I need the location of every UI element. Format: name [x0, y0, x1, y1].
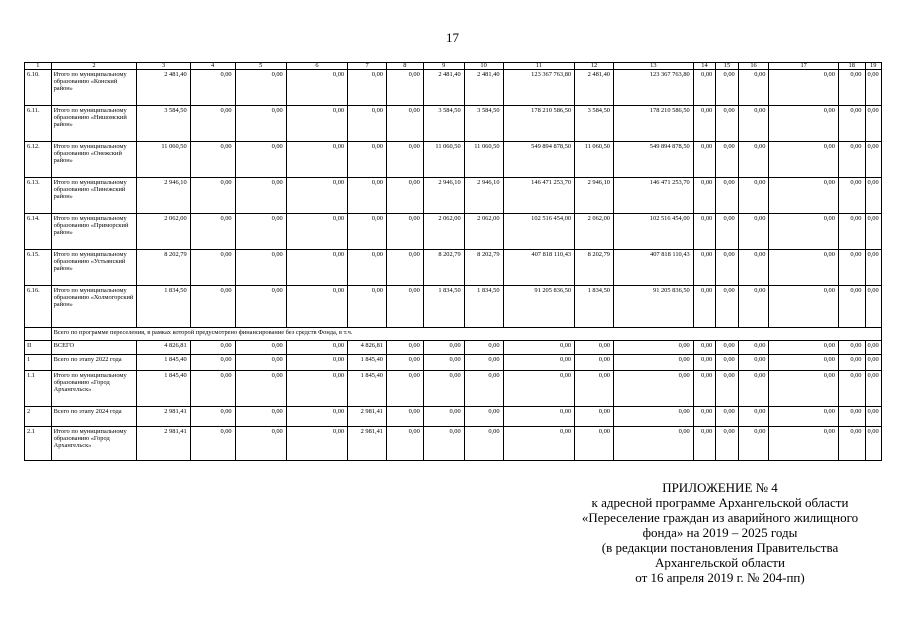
column-number: 18 — [838, 63, 865, 70]
table-cell: 0,00 — [738, 214, 769, 250]
table-cell: 0,00 — [386, 250, 423, 286]
appendix-line: к адресной программе Архангельской области — [591, 495, 849, 510]
appendix-line: Архангельской области — [655, 555, 785, 570]
page-number: 17 — [446, 30, 459, 45]
column-number-row — [25, 63, 882, 70]
table-cell: 0,00 — [575, 341, 614, 355]
table-cell: 0,00 — [575, 355, 614, 371]
table-cell: 0,00 — [865, 214, 882, 250]
table-cell: 0,00 — [190, 407, 235, 427]
table-row — [25, 106, 882, 142]
table-cell: 8 202,79 — [464, 250, 503, 286]
table-cell: 0,00 — [769, 341, 839, 355]
column-number: 13 — [613, 63, 693, 70]
row-number: II — [25, 341, 52, 355]
table-cell: 11 060,50 — [137, 142, 190, 178]
table-cell: 3 584,50 — [464, 106, 503, 142]
row-number: 6.12. — [25, 142, 52, 178]
row-name: Итого по муниципальному образованию «Конский район» — [51, 70, 137, 106]
table-cell: 0,00 — [386, 142, 423, 178]
table-cell: 0,00 — [693, 178, 715, 214]
table-cell: 2 981,41 — [137, 407, 190, 427]
table-cell: 0,00 — [693, 407, 715, 427]
table-cell: 123 367 763,80 — [613, 70, 693, 106]
table-cell: 0,00 — [235, 142, 286, 178]
table-cell: 0,00 — [769, 106, 839, 142]
table-cell: 146 471 253,70 — [503, 178, 575, 214]
column-number: 8 — [386, 63, 423, 70]
row-number: 6.16. — [25, 286, 52, 328]
table-cell: 0,00 — [716, 70, 738, 106]
table-cell: 0,00 — [423, 341, 464, 355]
table-cell: 0,00 — [286, 286, 347, 328]
table-cell: 0,00 — [769, 70, 839, 106]
table-cell: 0,00 — [738, 250, 769, 286]
table-cell: 2 946,10 — [423, 178, 464, 214]
row-number: 2.1 — [25, 427, 52, 461]
table-cell: 0,00 — [386, 371, 423, 407]
column-number: 11 — [503, 63, 575, 70]
row-name: Всего по этапу 2024 года — [51, 407, 137, 427]
table-cell: 0,00 — [386, 70, 423, 106]
table-cell: 0,00 — [190, 214, 235, 250]
table-cell: 0,00 — [348, 142, 387, 178]
table-cell: 0,00 — [838, 106, 865, 142]
row-number: 6.14. — [25, 214, 52, 250]
table-cell: 0,00 — [190, 355, 235, 371]
note-row — [25, 328, 882, 341]
table-cell: 0,00 — [235, 286, 286, 328]
table-cell: 0,00 — [386, 178, 423, 214]
table-cell: 0,00 — [386, 286, 423, 328]
data-table — [24, 62, 882, 461]
table-cell: 3 584,50 — [575, 106, 614, 142]
table-cell: 0,00 — [769, 371, 839, 407]
table-cell: 1 834,50 — [137, 286, 190, 328]
table-cell: 0,00 — [693, 250, 715, 286]
column-number: 2 — [51, 63, 137, 70]
appendix-line: «Переселение граждан из аварийного жилищного — [581, 510, 859, 525]
table-cell: 2 481,40 — [423, 70, 464, 106]
table-cell: 1 845,40 — [348, 355, 387, 371]
table-cell: 0,00 — [613, 427, 693, 461]
row-number: 6.11. — [25, 106, 52, 142]
table-cell: 2 981,41 — [137, 427, 190, 461]
table-cell: 0,00 — [769, 355, 839, 371]
table-cell: 8 202,79 — [423, 250, 464, 286]
table-cell: 0,00 — [348, 178, 387, 214]
table-cell: 1 834,50 — [423, 286, 464, 328]
table-cell: 0,00 — [693, 341, 715, 355]
table-cell: 0,00 — [386, 427, 423, 461]
table-row — [25, 371, 882, 407]
table-row — [25, 407, 882, 427]
appendix-block — [540, 480, 900, 585]
row-number: 1.1 — [25, 371, 52, 407]
table-cell: 0,00 — [190, 70, 235, 106]
table-cell: 0,00 — [286, 106, 347, 142]
table-cell: 0,00 — [235, 371, 286, 407]
table-cell: 8 202,79 — [575, 250, 614, 286]
table-row — [25, 70, 882, 106]
row-number: 6.10. — [25, 70, 52, 106]
table-cell: 0,00 — [386, 407, 423, 427]
table-cell: 178 210 586,50 — [503, 106, 575, 142]
table-cell: 0,00 — [575, 427, 614, 461]
row-name: Итого по муниципальному образованию «Нишомский район» — [51, 106, 137, 142]
table-cell: 0,00 — [769, 214, 839, 250]
table-cell: 0,00 — [503, 355, 575, 371]
table-cell: 0,00 — [865, 355, 882, 371]
table-cell: 0,00 — [738, 286, 769, 328]
table-cell: 0,00 — [716, 371, 738, 407]
table-cell: 0,00 — [423, 355, 464, 371]
table-cell: 0,00 — [838, 341, 865, 355]
table-cell: 0,00 — [286, 70, 347, 106]
table-cell: 2 481,40 — [464, 70, 503, 106]
row-number: 2 — [25, 407, 52, 427]
table-row — [25, 250, 882, 286]
table-cell: 0,00 — [423, 371, 464, 407]
table-cell: 0,00 — [738, 178, 769, 214]
note-text: Всего по программе переселения, в рамках которой предусмотрено финансирование без средств Фонда, в т.ч. — [51, 328, 881, 341]
table-cell: 0,00 — [286, 142, 347, 178]
table-cell: 0,00 — [503, 407, 575, 427]
table-cell: 0,00 — [865, 407, 882, 427]
table-cell: 4 826,81 — [137, 341, 190, 355]
table-row — [25, 214, 882, 250]
table-cell: 0,00 — [693, 70, 715, 106]
table-cell: 0,00 — [348, 70, 387, 106]
table-cell: 0,00 — [838, 407, 865, 427]
table-cell: 0,00 — [865, 70, 882, 106]
column-number: 5 — [235, 63, 286, 70]
table-cell: 0,00 — [716, 214, 738, 250]
table-cell: 0,00 — [838, 142, 865, 178]
column-number: 12 — [575, 63, 614, 70]
table-cell: 4 826,81 — [348, 341, 387, 355]
row-name: ВСЕГО — [51, 341, 137, 355]
table-cell: 0,00 — [464, 355, 503, 371]
table-cell: 0,00 — [235, 214, 286, 250]
table-cell: 0,00 — [769, 407, 839, 427]
table-cell: 0,00 — [865, 106, 882, 142]
table-cell: 0,00 — [575, 407, 614, 427]
table-cell: 91 205 836,50 — [503, 286, 575, 328]
row-number: 1 — [25, 355, 52, 371]
table-cell: 0,00 — [235, 427, 286, 461]
table-cell: 91 205 836,50 — [613, 286, 693, 328]
table-cell: 0,00 — [865, 178, 882, 214]
table-cell: 0,00 — [738, 427, 769, 461]
table-cell: 0,00 — [348, 214, 387, 250]
table-cell: 0,00 — [613, 341, 693, 355]
table-cell: 0,00 — [235, 341, 286, 355]
table-cell: 0,00 — [613, 355, 693, 371]
table-cell: 0,00 — [738, 341, 769, 355]
table-cell: 0,00 — [423, 407, 464, 427]
table-cell: 0,00 — [286, 341, 347, 355]
table-cell: 0,00 — [693, 355, 715, 371]
table-cell: 1 845,40 — [348, 371, 387, 407]
table-cell: 0,00 — [693, 286, 715, 328]
table-cell: 0,00 — [286, 427, 347, 461]
table-cell: 2 062,00 — [575, 214, 614, 250]
table-cell: 407 818 110,43 — [503, 250, 575, 286]
column-number: 17 — [769, 63, 839, 70]
table-cell: 0,00 — [286, 214, 347, 250]
table-cell: 0,00 — [286, 371, 347, 407]
table-cell: 2 062,00 — [137, 214, 190, 250]
table-cell: 8 202,79 — [137, 250, 190, 286]
table-cell: 0,00 — [386, 106, 423, 142]
table-cell: 0,00 — [348, 286, 387, 328]
row-name: Итого по муниципальному образованию «Город Архангельск» — [51, 371, 137, 407]
table-cell: 0,00 — [613, 407, 693, 427]
table-cell: 1 834,50 — [575, 286, 614, 328]
table-cell: 0,00 — [190, 371, 235, 407]
table-row — [25, 341, 882, 355]
table-cell: 0,00 — [865, 371, 882, 407]
table-cell: 0,00 — [716, 407, 738, 427]
table-cell: 0,00 — [575, 371, 614, 407]
table-cell: 0,00 — [738, 355, 769, 371]
table-cell: 1 845,40 — [137, 355, 190, 371]
column-number: 14 — [693, 63, 715, 70]
table-cell: 2 981,41 — [348, 427, 387, 461]
table-cell: 0,00 — [738, 106, 769, 142]
table-cell: 2 062,00 — [423, 214, 464, 250]
row-name: Всего по этапу 2022 года — [51, 355, 137, 371]
table-cell: 0,00 — [503, 427, 575, 461]
column-number: 4 — [190, 63, 235, 70]
table-cell: 102 516 454,00 — [503, 214, 575, 250]
row-name: Итого по муниципальному образованию «Пинежский район» — [51, 178, 137, 214]
table-cell: 0,00 — [235, 407, 286, 427]
table-cell: 0,00 — [865, 341, 882, 355]
table-cell: 0,00 — [190, 142, 235, 178]
table-cell: 11 060,50 — [423, 142, 464, 178]
table-cell: 0,00 — [865, 427, 882, 461]
table-cell: 0,00 — [769, 427, 839, 461]
table-cell: 0,00 — [738, 70, 769, 106]
table-cell: 0,00 — [716, 355, 738, 371]
table-cell: 0,00 — [503, 371, 575, 407]
table-cell: 0,00 — [716, 427, 738, 461]
table-cell: 0,00 — [738, 142, 769, 178]
table-cell: 0,00 — [235, 178, 286, 214]
column-number: 19 — [865, 63, 882, 70]
table-row — [25, 286, 882, 328]
table-cell: 2 981,41 — [348, 407, 387, 427]
table-cell: 0,00 — [865, 250, 882, 286]
table-cell: 0,00 — [693, 142, 715, 178]
column-number: 16 — [738, 63, 769, 70]
table-cell: 0,00 — [286, 355, 347, 371]
table-cell: 0,00 — [693, 371, 715, 407]
row-name: Итого по муниципальному образованию «Холмогорский район» — [51, 286, 137, 328]
table-cell: 0,00 — [769, 286, 839, 328]
table-cell: 407 818 110,43 — [613, 250, 693, 286]
table-cell: 11 060,50 — [464, 142, 503, 178]
table-cell: 0,00 — [865, 142, 882, 178]
table-cell: 0,00 — [423, 427, 464, 461]
table-row — [25, 142, 882, 178]
table-cell: 0,00 — [386, 341, 423, 355]
column-number: 10 — [464, 63, 503, 70]
column-number: 7 — [348, 63, 387, 70]
row-number: 6.13. — [25, 178, 52, 214]
appendix-title: ПРИЛОЖЕНИЕ № 4 — [662, 480, 778, 495]
table-cell: 0,00 — [838, 178, 865, 214]
table-cell: 1 845,40 — [137, 371, 190, 407]
table-cell: 0,00 — [716, 106, 738, 142]
table-cell: 0,00 — [348, 250, 387, 286]
table-cell: 2 946,10 — [575, 178, 614, 214]
table-cell: 0,00 — [769, 250, 839, 286]
table-cell: 0,00 — [716, 286, 738, 328]
table-cell: 0,00 — [190, 250, 235, 286]
column-number: 6 — [286, 63, 347, 70]
column-number: 1 — [25, 63, 52, 70]
table-cell: 0,00 — [769, 142, 839, 178]
table-cell: 0,00 — [738, 407, 769, 427]
table-cell: 0,00 — [286, 407, 347, 427]
row-name: Итого по муниципальному образованию «Онежский район» — [51, 142, 137, 178]
table-cell: 1 834,50 — [464, 286, 503, 328]
table-cell: 0,00 — [838, 286, 865, 328]
table-cell: 0,00 — [865, 286, 882, 328]
column-number: 3 — [137, 63, 190, 70]
table-row — [25, 178, 882, 214]
column-number: 9 — [423, 63, 464, 70]
column-number: 15 — [716, 63, 738, 70]
table-cell: 102 516 454,00 — [613, 214, 693, 250]
table-row — [25, 355, 882, 371]
table-row — [25, 427, 882, 461]
table-cell: 0,00 — [235, 250, 286, 286]
table-cell: 0,00 — [386, 355, 423, 371]
table-cell: 0,00 — [464, 341, 503, 355]
table-cell: 0,00 — [286, 250, 347, 286]
table-cell: 0,00 — [716, 178, 738, 214]
table-cell: 2 946,10 — [464, 178, 503, 214]
table-cell: 0,00 — [693, 106, 715, 142]
table-cell: 0,00 — [190, 106, 235, 142]
table-cell: 549 894 878,50 — [503, 142, 575, 178]
table-cell: 0,00 — [503, 341, 575, 355]
table-cell: 123 367 763,80 — [503, 70, 575, 106]
table-cell: 0,00 — [738, 371, 769, 407]
row-name: Итого по муниципальному образованию «Город Архангельск» — [51, 427, 137, 461]
table-cell: 0,00 — [838, 371, 865, 407]
table-cell: 0,00 — [348, 106, 387, 142]
appendix-line: (в редакции постановления Правительства — [601, 540, 839, 555]
table-cell: 0,00 — [464, 371, 503, 407]
table-cell: 0,00 — [716, 341, 738, 355]
table-cell: 146 471 253,70 — [613, 178, 693, 214]
table-cell: 0,00 — [235, 70, 286, 106]
appendix-line: от 16 апреля 2019 г. № 204-пп) — [635, 570, 805, 585]
table-cell: 3 584,50 — [137, 106, 190, 142]
table-cell: 0,00 — [235, 355, 286, 371]
table-cell: 2 481,40 — [575, 70, 614, 106]
table-cell: 0,00 — [613, 371, 693, 407]
table-cell: 0,00 — [190, 427, 235, 461]
table-cell: 0,00 — [838, 355, 865, 371]
appendix-line: фонда» на 2019 – 2025 годы — [642, 525, 798, 540]
table-cell: 0,00 — [716, 142, 738, 178]
table-cell: 0,00 — [716, 250, 738, 286]
table-cell: 0,00 — [693, 214, 715, 250]
table-cell: 0,00 — [838, 250, 865, 286]
table-cell: 0,00 — [838, 427, 865, 461]
table-cell: 0,00 — [464, 407, 503, 427]
table-cell: 2 062,00 — [464, 214, 503, 250]
table-cell: 11 060,50 — [575, 142, 614, 178]
row-number — [25, 328, 52, 341]
table-cell: 0,00 — [386, 214, 423, 250]
table-cell: 0,00 — [693, 427, 715, 461]
table-cell: 0,00 — [464, 427, 503, 461]
row-number: 6.15. — [25, 250, 52, 286]
table-cell: 0,00 — [838, 70, 865, 106]
table-cell: 0,00 — [190, 178, 235, 214]
table-cell: 549 894 878,50 — [613, 142, 693, 178]
table-cell: 0,00 — [286, 178, 347, 214]
table-cell: 0,00 — [235, 106, 286, 142]
table-cell: 2 481,40 — [137, 70, 190, 106]
table-cell: 2 946,10 — [137, 178, 190, 214]
table-cell: 0,00 — [838, 214, 865, 250]
table-cell: 0,00 — [190, 341, 235, 355]
row-name: Итого по муниципальному образованию «Устьянский район» — [51, 250, 137, 286]
table-cell: 3 584,50 — [423, 106, 464, 142]
table-cell: 0,00 — [190, 286, 235, 328]
table-cell: 178 210 586,50 — [613, 106, 693, 142]
row-name: Итого по муниципальному образованию «Приморский район» — [51, 214, 137, 250]
table-cell: 0,00 — [769, 178, 839, 214]
